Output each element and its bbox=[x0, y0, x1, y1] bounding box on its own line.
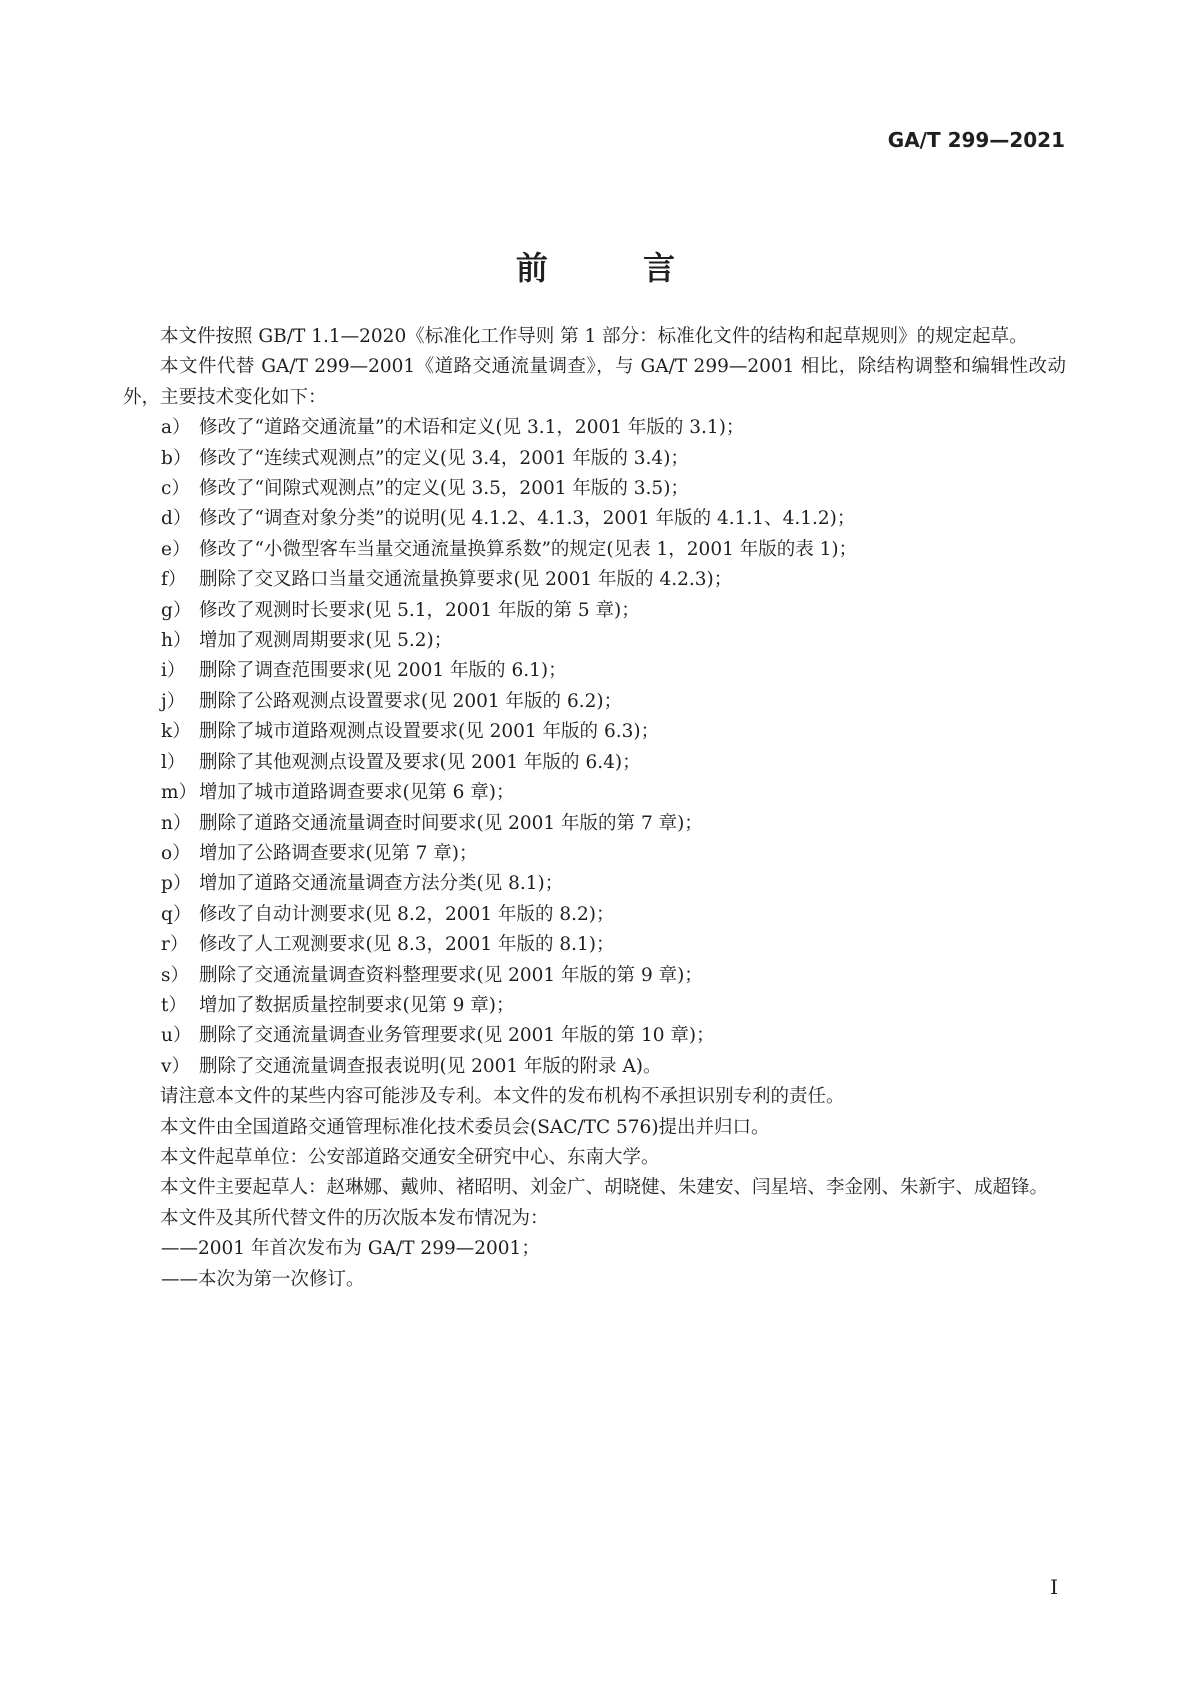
list-marker: l） bbox=[161, 751, 186, 773]
list-marker: j） bbox=[161, 690, 186, 712]
technical-change-item bbox=[161, 717, 1066, 747]
change-text: 删除了调查范围要求(见 2001 年版的 6.1)； bbox=[199, 660, 567, 682]
change-text: 删除了交通流量调查资料整理要求(见 2001 年版的第 9 章)； bbox=[199, 964, 703, 986]
list-marker: e） bbox=[161, 538, 191, 560]
change-text: 增加了城市道路调查要求(见第 6 章)； bbox=[199, 782, 515, 804]
technical-change-item bbox=[161, 1052, 1066, 1082]
technical-change-item bbox=[161, 991, 1066, 1021]
change-text: 删除了道路交通流量调查时间要求(见 2001 年版的第 7 章)； bbox=[199, 812, 703, 834]
change-text: 修改了观测时长要求(见 5.1，2001 年版的第 5 章)； bbox=[199, 599, 640, 621]
list-marker: s） bbox=[161, 964, 189, 986]
list-marker: t） bbox=[161, 994, 187, 1016]
list-marker: b） bbox=[161, 447, 192, 469]
technical-change-item bbox=[161, 900, 1066, 930]
foreword-title: 前 言 bbox=[515, 249, 718, 288]
change-text: 删除了公路观测点设置要求(见 2001 年版的 6.2)； bbox=[199, 690, 623, 712]
change-text: 增加了观测周期要求(见 5.2)； bbox=[199, 630, 453, 652]
patent-notice-paragraph: 请注意本文件的某些内容可能涉及专利。本文件的发布机构不承担识别专利的责任。 bbox=[160, 1086, 845, 1108]
technical-change-item bbox=[161, 809, 1066, 839]
list-marker: f） bbox=[161, 569, 187, 591]
technical-change-item bbox=[161, 656, 1066, 686]
list-marker: r） bbox=[161, 934, 189, 956]
change-text: 增加了数据质量控制要求(见第 9 章)； bbox=[199, 994, 515, 1016]
drafters-paragraph: 本文件主要起草人：赵琳娜、戴帅、褚昭明、刘金广、胡晓健、朱建安、闫星培、李金刚、朱新宇、成超锋。 bbox=[160, 1177, 1049, 1199]
technical-change-item bbox=[161, 930, 1066, 960]
technical-change-item bbox=[161, 961, 1066, 991]
change-text: 修改了“小微型客车当量交通流量换算系数”的规定(见表 1，2001 年版的表 1)； bbox=[199, 538, 858, 560]
change-text: 删除了城市道路观测点设置要求(见 2001 年版的 6.3)； bbox=[199, 721, 660, 743]
list-marker: o） bbox=[161, 842, 191, 864]
list-marker: n） bbox=[161, 812, 192, 834]
change-text: 修改了“道路交通流量”的术语和定义(见 3.1，2001 年版的 3.1)； bbox=[199, 417, 745, 439]
foreword-body bbox=[123, 322, 1066, 1295]
technical-change-item bbox=[161, 748, 1066, 778]
list-marker: g） bbox=[161, 599, 192, 621]
change-text: 修改了“间隙式观测点”的定义(见 3.5，2001 年版的 3.5)； bbox=[199, 478, 689, 500]
scope-paragraph: 本文件按照 GB/T 1.1—2020《标准化工作导则 第 1 部分：标准化文件的结构和起草规则》的规定起草。 bbox=[160, 326, 1028, 347]
list-marker: q） bbox=[161, 903, 192, 925]
technical-change-item bbox=[161, 413, 1066, 443]
list-marker: p） bbox=[161, 873, 192, 895]
change-text: 增加了公路调查要求(见第 7 章)； bbox=[199, 842, 478, 864]
drafting-units-paragraph: 本文件起草单位：公安部道路交通安全研究中心、东南大学。 bbox=[160, 1146, 660, 1168]
change-text: 修改了“连续式观测点”的定义(见 3.4，2001 年版的 3.4)； bbox=[199, 447, 689, 469]
list-marker: u） bbox=[161, 1025, 192, 1047]
change-text: 增加了道路交通流量调查方法分类(见 8.1)； bbox=[199, 873, 564, 895]
change-text: 删除了交通流量调查报表说明(见 2001 年版的附录 A)。 bbox=[199, 1055, 662, 1077]
replacement-paragraph: 本文件代替 GA/T 299—2001《道路交通流量调查》，与 GA/T 299—2001 相比，除结构调整和编辑性改动外，主要技术变化如下： bbox=[123, 356, 1066, 408]
list-marker: v） bbox=[161, 1055, 190, 1077]
change-text: 修改了“调查对象分类”的说明(见 4.1.2、4.1.3，2001 年版的 4.1.1、4.1.2)； bbox=[199, 508, 856, 530]
version-history-paragraph: 本文件及其所代替文件的历次版本发布情况为： bbox=[160, 1207, 549, 1229]
technical-change-item bbox=[161, 869, 1066, 899]
change-text: 修改了人工观测要求(见 8.3，2001 年版的 8.1)； bbox=[199, 934, 615, 956]
change-text: 删除了其他观测点设置及要求(见 2001 年版的 6.4)； bbox=[199, 751, 641, 773]
list-marker: c） bbox=[161, 478, 190, 500]
history-item: ——本次为第一次修订。 bbox=[161, 1268, 365, 1290]
list-marker: a） bbox=[161, 417, 191, 439]
list-marker: i） bbox=[161, 660, 186, 682]
page-number: I bbox=[1050, 1575, 1058, 1599]
list-marker: k） bbox=[161, 721, 191, 743]
technical-change-item bbox=[161, 596, 1066, 626]
standard-code: GA/T 299—2021 bbox=[887, 128, 1065, 152]
technical-change-item bbox=[161, 1021, 1066, 1051]
technical-change-item bbox=[161, 444, 1066, 474]
list-marker: h） bbox=[161, 630, 192, 652]
technical-change-item bbox=[161, 535, 1066, 565]
list-marker: d） bbox=[161, 508, 192, 530]
technical-change-item bbox=[161, 626, 1066, 656]
history-item: ——2001 年首次发布为 GA/T 299—2001； bbox=[161, 1238, 540, 1260]
technical-change-item bbox=[161, 504, 1066, 534]
technical-change-item bbox=[161, 474, 1066, 504]
technical-change-item bbox=[161, 687, 1066, 717]
technical-change-item bbox=[161, 839, 1066, 869]
committee-paragraph: 本文件由全国道路交通管理标准化技术委员会(SAC/TC 576)提出并归口。 bbox=[160, 1116, 770, 1138]
list-marker: m） bbox=[161, 782, 198, 804]
change-text: 修改了自动计测要求(见 8.2，2001 年版的 8.2)； bbox=[199, 903, 615, 925]
technical-change-item bbox=[161, 565, 1066, 595]
technical-change-item bbox=[161, 778, 1066, 808]
change-text: 删除了交叉路口当量交通流量换算要求(见 2001 年版的 4.2.3)； bbox=[199, 569, 733, 591]
change-text: 删除了交通流量调查业务管理要求(见 2001 年版的第 10 章)； bbox=[199, 1025, 715, 1047]
technical-change-list bbox=[123, 413, 1066, 1082]
